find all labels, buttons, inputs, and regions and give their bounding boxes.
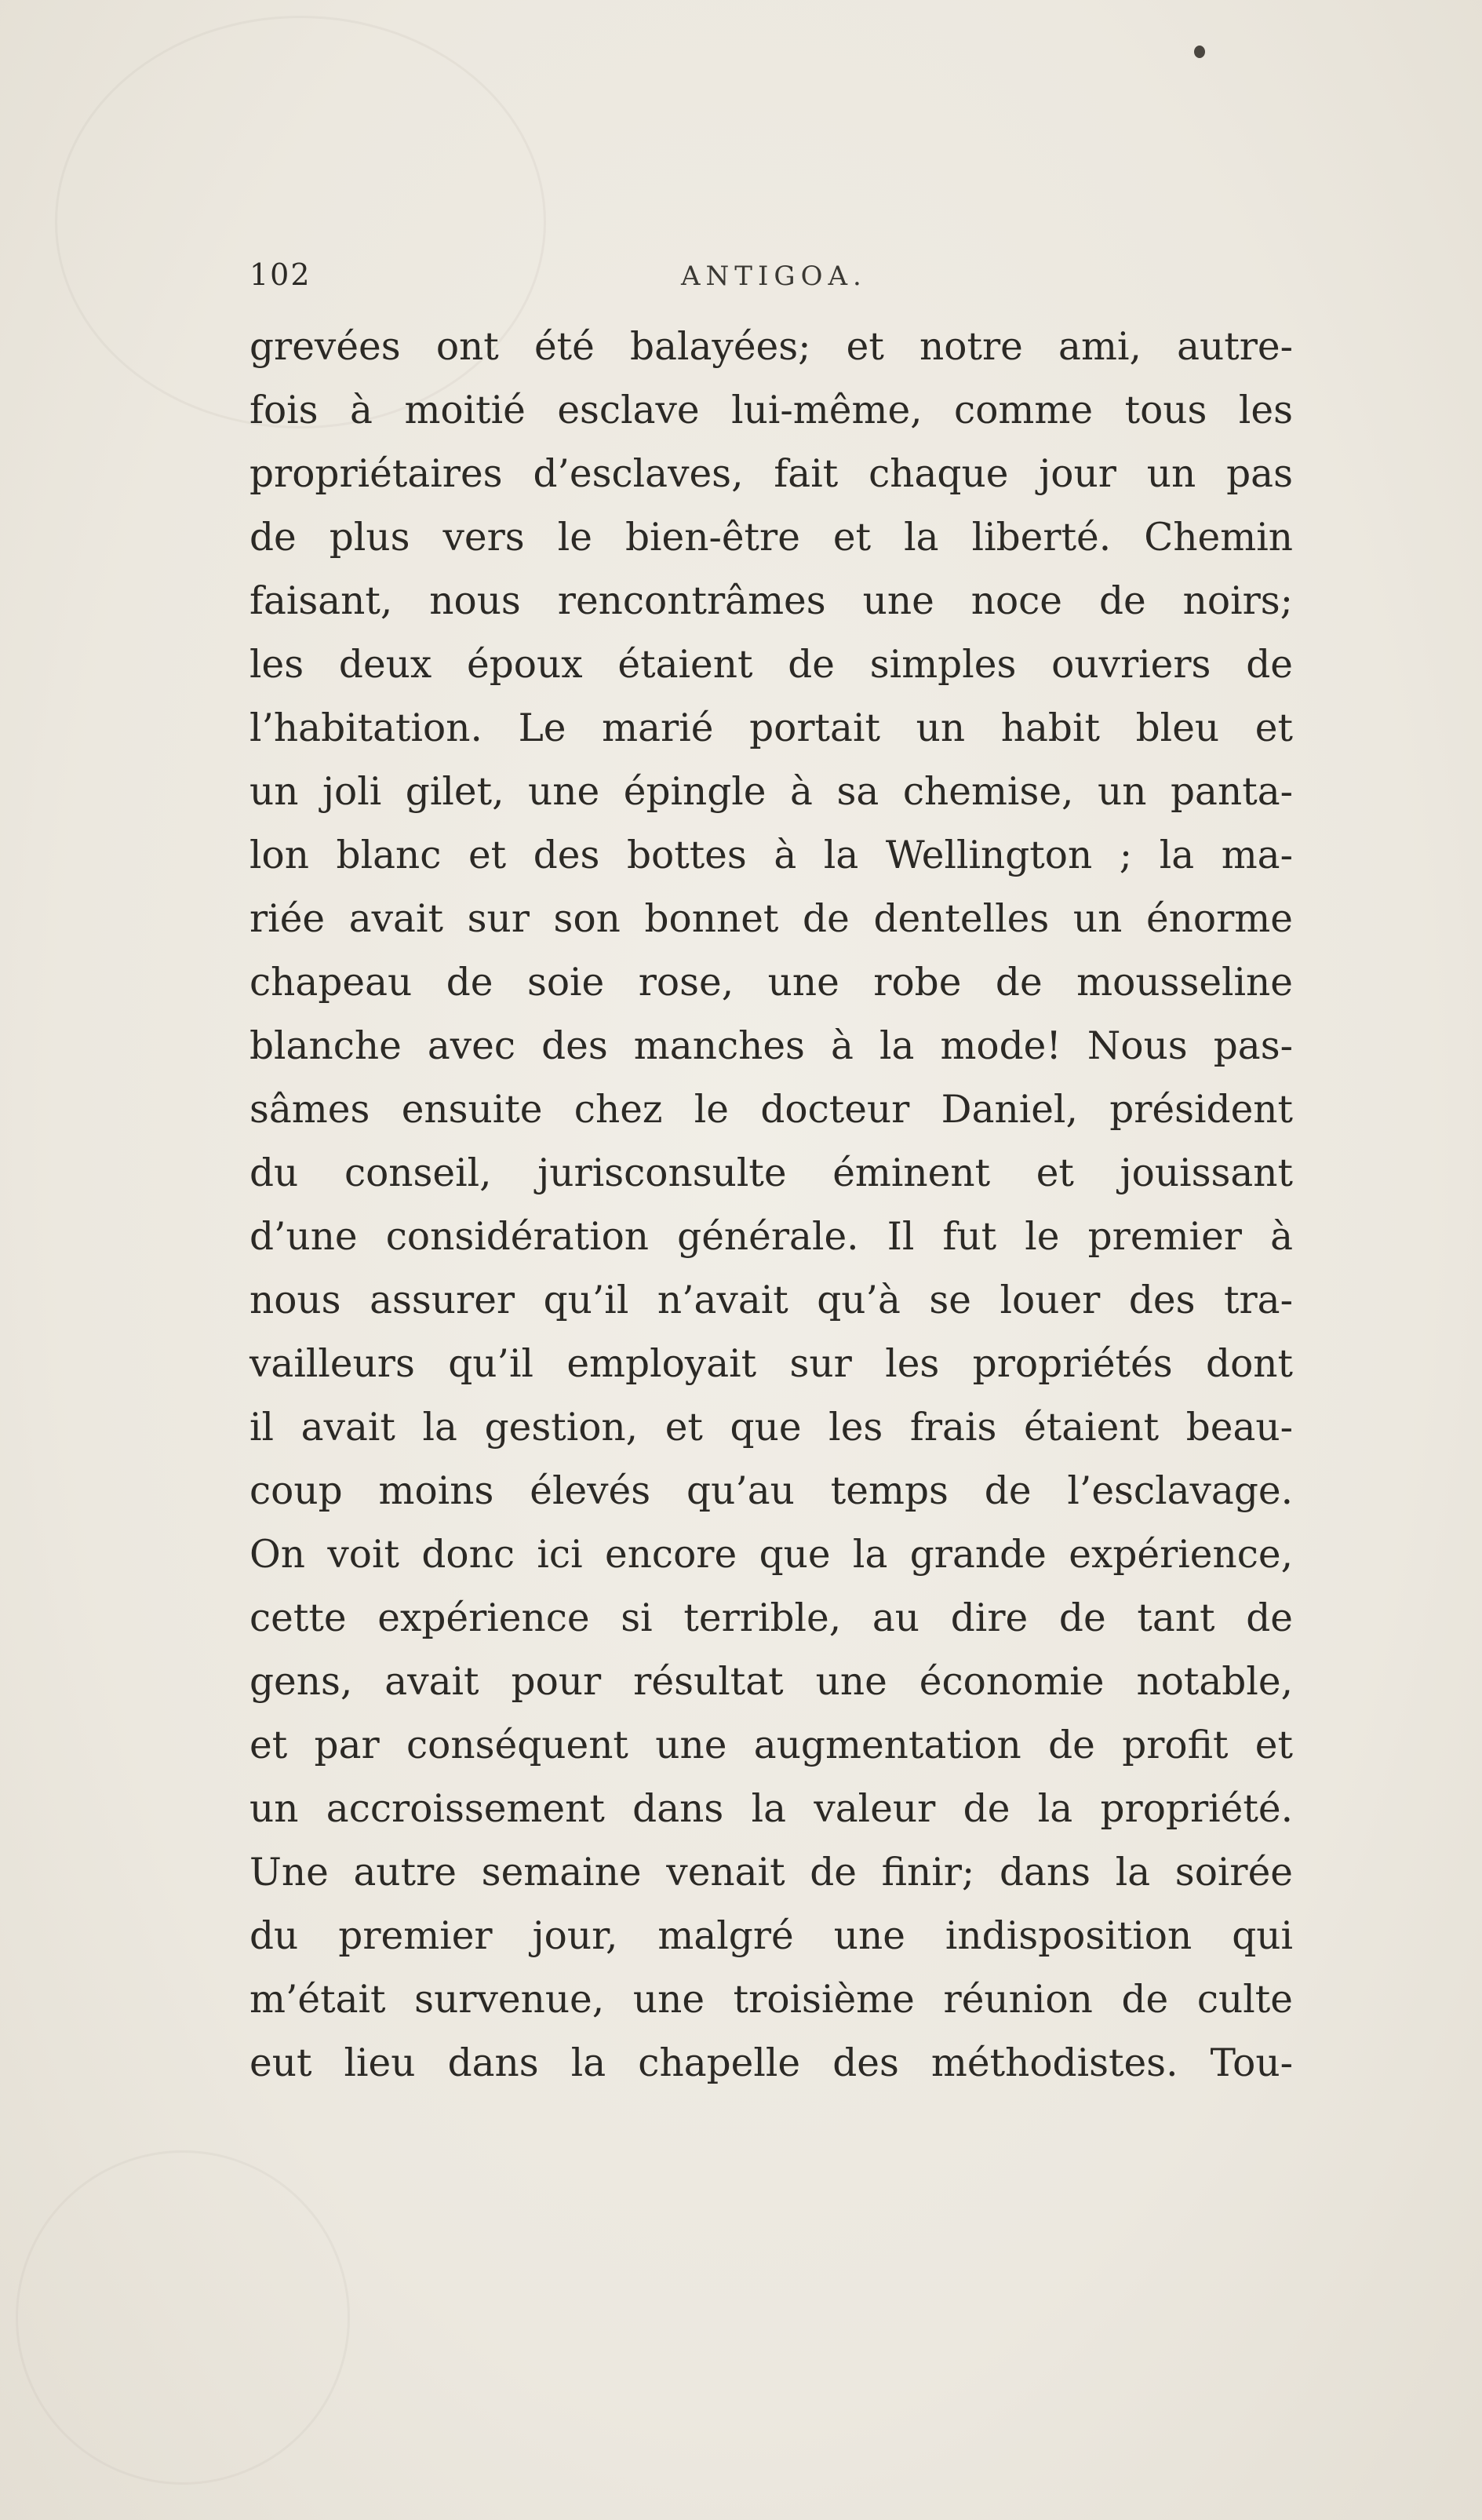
text-line: riée avait sur son bonnet de dentelles un énorme <box>249 897 1293 941</box>
text-line: chapeau de soie rose, une robe de mousseline <box>249 961 1293 1005</box>
page-header <box>249 257 1293 305</box>
text-line: de plus vers le bien-être et la liberté. Chemin <box>249 516 1293 560</box>
text-line: et par conséquent une augmentation de profit et <box>249 1723 1293 1767</box>
text-line: eut lieu dans la chapelle des méthodistes. Tou- <box>249 2041 1293 2085</box>
text-line: faisant, nous rencontrâmes une noce de noirs; <box>249 579 1293 623</box>
text-line: cette expérience si terrible, au dire de tant de <box>249 1596 1293 1640</box>
text-line: coup moins élevés qu’au temps de l’esclavage. <box>249 1469 1293 1513</box>
faded-library-stamp <box>16 2150 350 2485</box>
text-line: grevées ont été balayées; et notre ami, autre- <box>249 325 1293 369</box>
text-line: On voit donc ici encore que la grande expérience, <box>249 1533 1293 1577</box>
text-line: nous assurer qu’il n’avait qu’à se louer des tra- <box>249 1278 1293 1322</box>
text-line: un joli gilet, une épingle à sa chemise, un panta- <box>249 770 1293 814</box>
text-line: vailleurs qu’il employait sur les propriétés dont <box>249 1342 1293 1386</box>
text-line: du conseil, jurisconsulte éminent et jouissant <box>249 1151 1293 1195</box>
text-line: fois à moitié esclave lui-même, comme tous les <box>249 388 1293 432</box>
text-line: d’une considération générale. Il fut le premier à <box>249 1215 1293 1259</box>
text-line: du premier jour, malgré une indisposition qui <box>249 1914 1293 1958</box>
text-line: les deux époux étaient de simples ouvriers de <box>249 643 1293 687</box>
text-line: Une autre semaine venait de finir; dans la soirée <box>249 1851 1293 1895</box>
text-line: l’habitation. Le marié portait un habit bleu et <box>249 706 1293 750</box>
body-text <box>249 315 1293 2095</box>
page-number: 102 <box>249 257 311 292</box>
text-line: lon blanc et des bottes à la Wellington ; la ma- <box>249 833 1293 877</box>
text-line: m’était survenue, une troisième réunion de culte <box>249 1978 1293 2022</box>
text-line: il avait la gestion, et que les frais étaient beau- <box>249 1406 1293 1450</box>
text-line: propriétaires d’esclaves, fait chaque jour un pas <box>249 452 1293 496</box>
running-title: ANTIGOA. <box>681 261 867 292</box>
text-line: gens, avait pour résultat une économie notable, <box>249 1660 1293 1704</box>
text-line: blanche avec des manches à la mode! Nous pas- <box>249 1024 1293 1068</box>
ink-speck <box>1194 46 1205 58</box>
text-line: sâmes ensuite chez le docteur Daniel, président <box>249 1088 1293 1132</box>
text-line: un accroissement dans la valeur de la propriété. <box>249 1787 1293 1831</box>
